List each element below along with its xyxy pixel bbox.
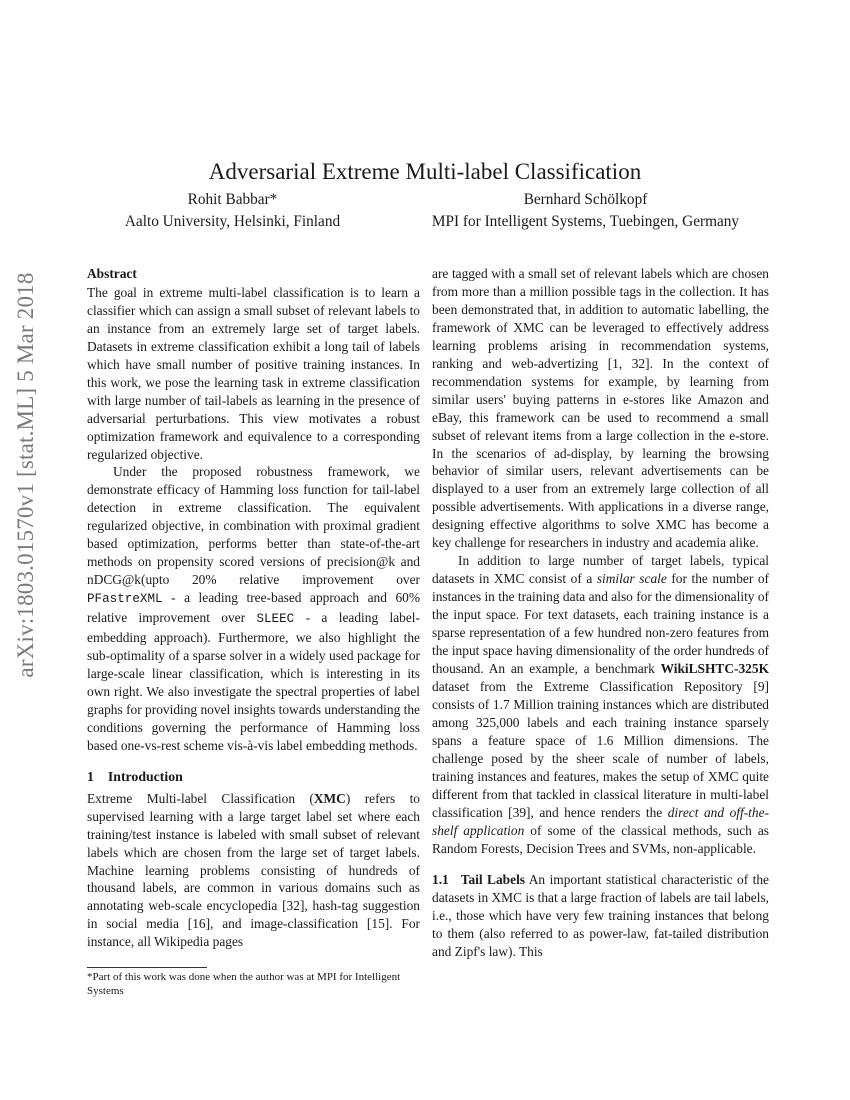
method-sleec: SLEEC [256,612,295,627]
author-affiliation: Aalto University, Helsinki, Finland [124,213,341,230]
right-paragraph-2: In addition to large number of target labels, typical datasets in XMC consist of a similar scale for the number of instances in the training data and also for the dimensionality of the input space. For text datasets, each training instance is a sparse representation of a few hundred non-zero features from the input space having dimensionality of the order hundreds of thousand. An an example, a benchmark WikiLSHTC-325K dataset from the Extreme Classification Repository [9] consists of 1.7 Million training instances which are distributed among 325,000 labels and each training instance sparsely spans a feature space of 1.6 Million dimensions. The challenge posed by the sheer scale of number of labels, training instances and features, makes the setup of XMC quite different from that tackled in classical literature in multi-label classification [39], and hence renders the direct and off-the-shelf application of some of the classical methods, such as Random Forests, Decision Trees and SVMs, non-applicable. [432,553,770,856]
arxiv-identifier: arXiv:1803.01570v1 [stat.ML] 5 Mar 2018 [13,272,38,678]
emphasis-similar-scale: similar scale [596,571,667,587]
abstract-paragraph-2: Under the proposed robustness framework, we demonstrate efficacy of Hamming loss function for tail-label detection in extreme classification. The equivalent regularized objective, in combination with proximal gradient based optimization, performs better than state-of-the-art methods on propensity scored versions of precision@k and nDCG@k(upto 20% relative improvement over PFastreXML - a leading tree-based approach and 60% relative improvement over SLEEC - a leading label-embedding approach). Furthermore, we also highlight the sub-optimality of a sparse solver in a widely used package for large-scale linear classification, which is interesting in its own right. We also investigate the spectral properties of label graphs for providing novel insights towards understanding the conditions governing the performance of Hamming loss based one-vs-rest scheme vis-à-vis label embedding methods. [87,464,420,753]
author-affiliation: MPI for Intelligent Systems, Tuebingen, Germany [431,213,740,230]
author-name: Rohit Babbar* [187,191,278,208]
abstract-paragraph-1: The goal in extreme multi-label classification is to learn a classifier which can assign a small subset of relevant labels to an instance from an extremely large set of target labels. Datasets in extreme classification exhibit a long tail of labels which have small number of positive training instances. In this work, we pose the learning task in extreme classification with large number of tail-labels as learning in the presence of adversarial perturbations. This view motivates a robust optimization framework and equivalence to a corresponding regularized objective. [87,284,420,462]
footnote-text: *Part of this work was done when the author was at MPI for Intelligent Systems [87,971,401,997]
author-name: Bernhard Schölkopf [523,191,648,208]
footnote [87,967,420,998]
subsection-heading-tail-labels: 1.1 Tail Labels [432,872,526,888]
intro-paragraph-1: Extreme Multi-label Classification (XMC) refers to supervised learning with a large target label set where each training/test instance is labeled with small subset of relevant labels which are chosen from the large set of target labels. Machine learning problems consisting of hundreds of thousand labels, are common in various domains such as annotating web-scale encyclopedia [32], hash-tag suggestion in social media [16], and image-classification [15]. For instance, all Wikipedia pages [87,790,420,950]
right-column [432,265,769,961]
author-block-1 [95,189,370,233]
tail-labels-paragraph: 1.1 Tail Labels An important statistical characteristic of the datasets in XMC is that a large fraction of labels are tail labels, i.e., those which have very few training instances that belong to them (also referred to as power-law, fat-tailed distribution and Zipf's law). This [432,872,770,960]
arxiv-sidebar [0,272,52,678]
footnote-rule [87,967,207,968]
section-heading-introduction: 1 Introduction [87,768,183,784]
emphasis-direct-application: direct and off-the-shelf application [432,804,769,838]
method-pfastrexml: PFastreXML [87,592,163,607]
paper-title: Adversarial Extreme Multi-label Classification [208,159,642,185]
author-block-2 [383,189,788,233]
xmc-term: XMC [313,790,346,806]
left-column [87,265,420,951]
abstract-heading: Abstract [87,266,137,281]
right-paragraph-1: are tagged with a small set of relevant labels which are chosen from more than a million possible tags in the collection. It has been demonstrated that, in addition to automatic labelling, the framework of XMC can be leveraged to effectively address learning problems arising in recommendation systems, ranking and web-advertizing [1, 32]. In the context of recommendation systems for example, by learning from similar users' buying patterns in e-stores like Amazon and eBay, this framework can be used to recommend a small subset of relevant items from a large collection in the e-store. In the scenarios of ad-display, by learning the browsing behavior of similar users, relevant advertisements can be displayed to a user from an extremely large collection of all possible advertisements. With applications in a diverse range, designing effective algorithms to solve XMC has become a key challenge for researchers in industry and academia alike. [432,266,769,551]
dataset-name: WikiLSHTC-325K [660,660,769,676]
